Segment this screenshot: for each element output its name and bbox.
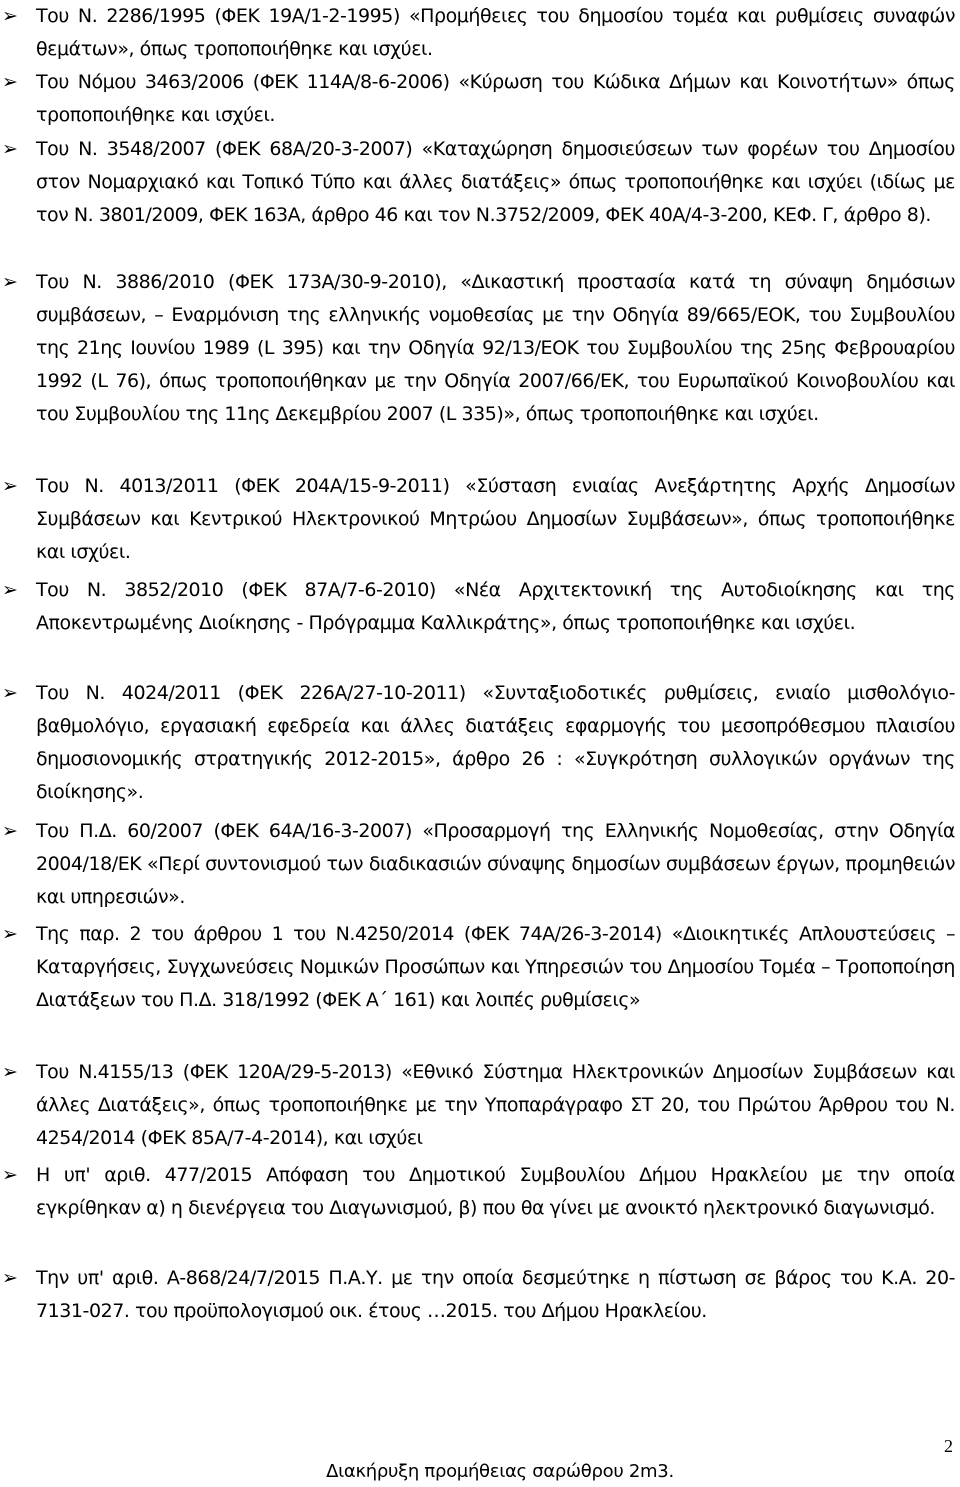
footer-title: Διακήρυξη προμήθειας σαρώθρου 2m3. <box>326 1461 674 1482</box>
arrowhead-bullet-icon: ➢ <box>2 923 18 945</box>
list-item-text: Του Ν. 3852/2010 (ΦΕΚ 87Α/7-6-2010) «Νέα Αρχιτεκτονική της Αυτοδιοίκησης και της Αποκεντρωμένης Διοίκησης - Πρόγραμμα Καλλικράτης», όπως τροποποιήθηκε και ισχύει. <box>36 579 955 634</box>
list-item-text: Του Ν. 2286/1995 (ΦΕΚ 19Α/1-2-1995) «Προμήθειες του δημοσίου τομέα και ρυθμίσεις συναφών θεμάτων», όπως τροποποιήθηκε και ισχύει. <box>36 5 955 60</box>
list-item-text: Του Ν. 4013/2011 (ΦΕΚ 204Α/15-9-2011) «Σύσταση ενιαίας Ανεξάρτητης Αρχής Δημοσίων Συμβάσεων και Κεντρικού Ηλεκτρονικού Μητρώου Δημοσίων Συμβάσεων», όπως τροποποιήθηκε και ισχύει. <box>36 475 955 563</box>
arrowhead-bullet-icon: ➢ <box>2 682 18 704</box>
list-item-text: Η υπ' αριθ. 477/2015 Απόφαση του Δημοτικού Συμβουλίου Δήμου Ηρακλείου με την οποία εγκρίθηκαν α) η διενέργεια του Διαγωνισμού, β) που θα γίνει με ανοικτό ηλεκτρονικό διαγωνισμό. <box>36 1164 955 1219</box>
arrowhead-bullet-icon: ➢ <box>2 5 18 27</box>
arrowhead-bullet-icon: ➢ <box>2 1267 18 1289</box>
arrowhead-bullet-icon: ➢ <box>2 475 18 497</box>
list-item-text: Του Ν. 3548/2007 (ΦΕΚ 68Α/20-3-2007) «Καταχώρηση δημοσιεύσεων των φορέων του Δημοσίου στον Νομαρχιακό και Τοπικό Τύπο και άλλες διατάξεις» όπως τροποποιήθηκε και ισχύει (ιδίως με τον Ν. 3801/2009, ΦΕΚ 163Α, άρθρο 46 και τον Ν.3752/2009, ΦΕΚ 40Α/4-3-200, ΚΕΦ. Γ, άρθρο 8). <box>36 138 955 226</box>
arrowhead-bullet-icon: ➢ <box>2 579 18 601</box>
arrowhead-bullet-icon: ➢ <box>2 1061 18 1083</box>
arrowhead-bullet-icon: ➢ <box>2 138 18 160</box>
arrowhead-bullet-icon: ➢ <box>2 71 18 93</box>
list-item-text: Του Ν. 3886/2010 (ΦΕΚ 173Α/30-9-2010), «Δικαστική προστασία κατά τη σύναψη δημόσιων συμβάσεων, – Εναρμόνιση της ελληνικής νομοθεσίας με την Οδηγία 89/665/ΕΟΚ, του Συμβουλίου της 21ης Ιουνίου 1989 (L 395) και την Οδηγία 92/13/ΕΟΚ του Συμβουλίου της 25ης Φεβρουαρίου 1992 (L 76), όπως τροποποιήθηκαν με την Οδηγία 2007/66/ΕΚ, του Ευρωπαϊκού Κοινοβουλίου και του Συμβουλίου της 11ης Δεκεμβρίου 2007 (L 335)», όπως τροποποιήθηκε και ισχύει. <box>36 271 955 425</box>
arrowhead-bullet-icon: ➢ <box>2 820 18 842</box>
list-item-text: Την υπ' αριθ. Α-868/24/7/2015 Π.Α.Υ. με την οποία δεσμεύτηκε η πίστωση σε βάρος του Κ.Α. 20-7131-027. του προϋπολογισμού οικ. έτους …2015. του Δήμου Ηρακλείου. <box>36 1267 955 1322</box>
list-item-text: Της παρ. 2 του άρθρου 1 του Ν.4250/2014 (ΦΕΚ 74Α/26-3-2014) «Διοικητικές Απλουστεύσεις – Καταργήσεις, Συγχωνεύσεις Νομικών Προσώπων και Υπηρεσιών του Δημοσίου Τομέα – Τροποποίηση Διατάξεων του Π.Δ. 318/1992 (ΦΕΚ Α΄ 161) και λοιπές ρυθμίσεις» <box>36 923 955 1011</box>
arrowhead-bullet-icon: ➢ <box>2 1164 18 1186</box>
list-item-text: Του Π.Δ. 60/2007 (ΦΕΚ 64Α/16-3-2007) «Προσαρμογή της Ελληνικής Νομοθεσίας, στην Οδηγία 2004/18/ΕΚ «Περί συντονισμού των διαδικασιών σύναψης δημοσίων συμβάσεων έργων, προμηθειών και υπηρεσιών». <box>36 820 955 908</box>
arrowhead-bullet-icon: ➢ <box>2 271 18 293</box>
list-item-text: Του Ν. 4024/2011 (ΦΕΚ 226Α/27-10-2011) «Συνταξιοδοτικές ρυθμίσεις, ενιαίο μισθολόγιο-βαθμολόγιο, εργασιακή εφεδρεία και άλλες διατάξεις εφαρμογής του μεσοπρόθεσμου πλαισίου δημοσιονομικής στρατηγικής 2012-2015», άρθρο 26 : «Συγκρότηση συλλογικών οργάνων της διοίκησης». <box>36 682 955 803</box>
page-number: 2 <box>944 1436 953 1456</box>
list-item-text: Του Ν.4155/13 (ΦΕΚ 120Α/29-5-2013) «Εθνικό Σύστημα Ηλεκτρονικών Δημοσίων Συμβάσεων και άλλες Διατάξεις», όπως τροποποιήθηκε με την Υποπαράγραφο ΣΤ 20, του Πρώτου Άρθρου του Ν. 4254/2014 (ΦΕΚ 85Α/7-4-2014), και ισχύει <box>36 1061 955 1149</box>
list-item-text: Του Νόμου 3463/2006 (ΦΕΚ 114Α/8-6-2006) «Κύρωση του Κώδικα Δήμων και Κοινοτήτων» όπως τροποποιήθηκε και ισχύει. <box>36 71 955 126</box>
